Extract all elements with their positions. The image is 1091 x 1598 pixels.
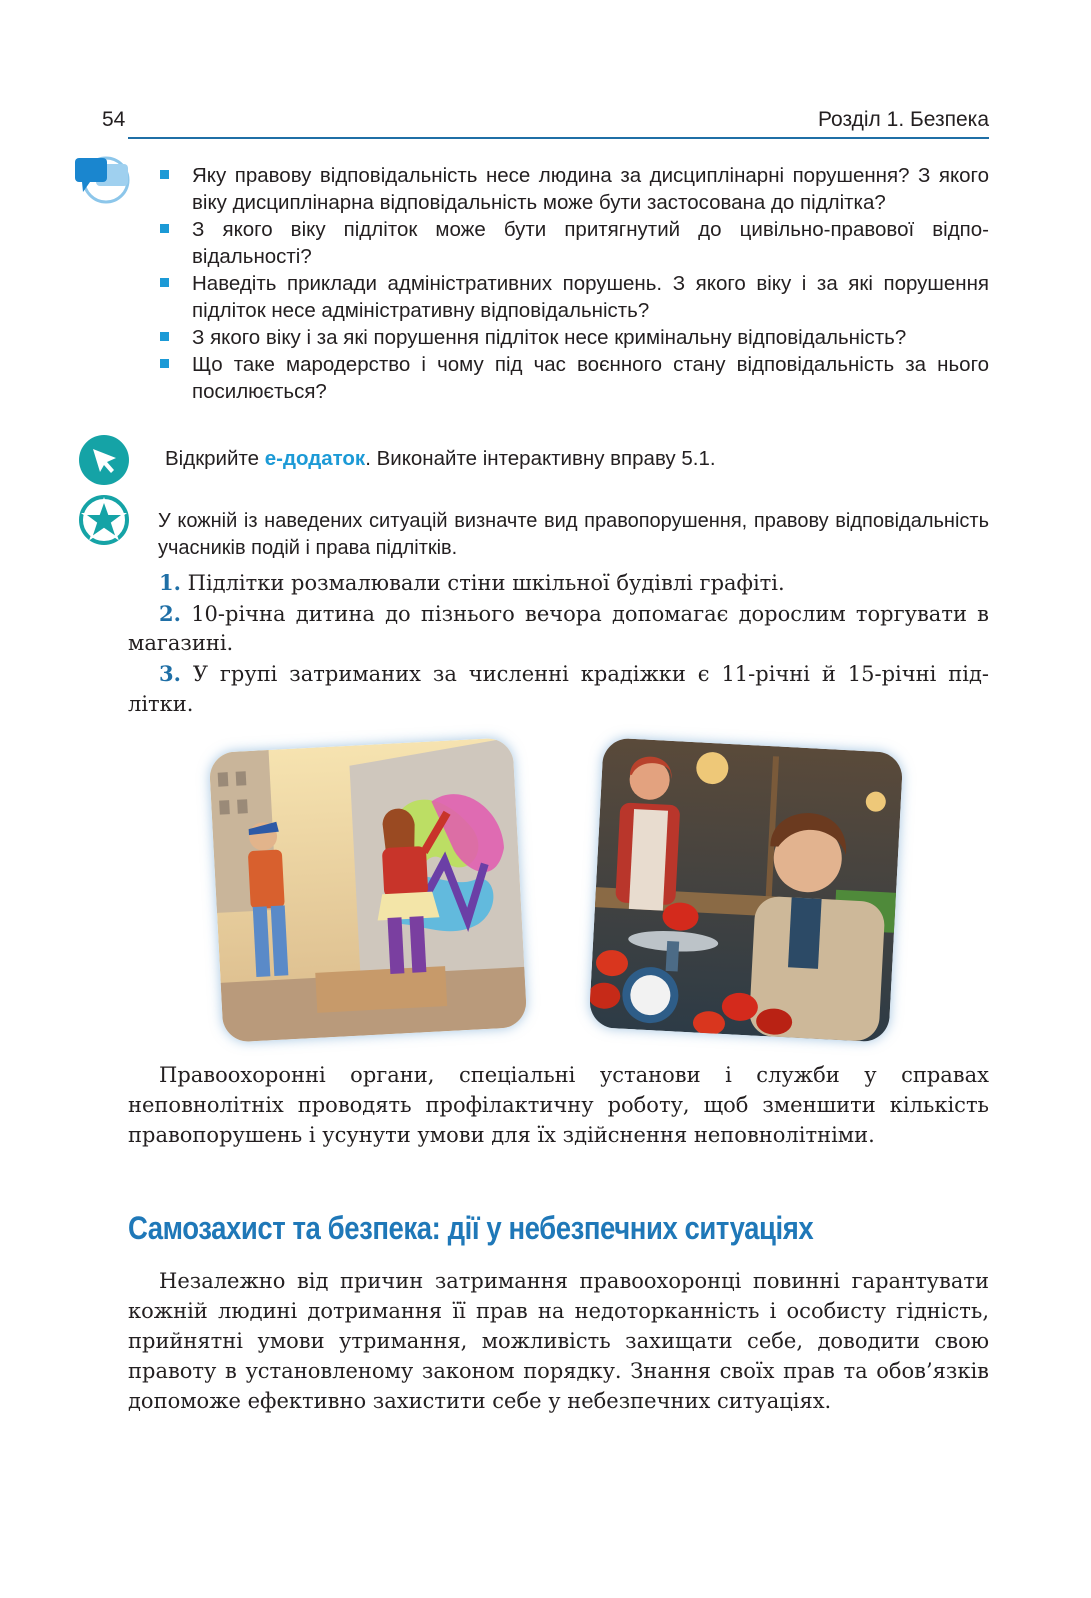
e-addendum-prefix: Відкрийте [165,447,265,470]
prevention-paragraph: Правоохоронні органи, спеціальні установи і служби у справах неповнолітніх проводять профілактичну роботу, щоб зменшити кількість правопорушень і усунути умови для їх здійснення неповнолітніми. [128,1063,989,1147]
task-intro: У кожній із наведених ситуацій визначте вид правопорушення, правову відповідальність учасників подій і права підлітків. [158,510,989,559]
situation-number: 3. [159,661,181,687]
review-questions-list [158,162,989,405]
situation-item [128,599,989,659]
situations-list [128,568,989,720]
graffiti-illustration [209,737,528,1043]
market-illustration [589,737,904,1042]
speech-bubbles-icon [74,152,130,211]
e-addendum-link[interactable]: е-додаток [264,447,366,470]
header-rule [128,137,989,139]
question-item: З якого віку підліток може бути притягнутий до цивільно-правової відповідальності? [158,216,989,270]
situation-item [128,659,989,719]
question-item: З якого віку і за які порушення підліток несе кримінальну відповідальність? [158,324,989,351]
situation-text: Підлітки розмалювали стіни шкільної будівлі графіті. [187,571,785,595]
question-item: Наведіть приклади адміністративних порушень. З якого віку і за які порушення підліток несе адміністративну відповідальність? [158,270,989,324]
situation-number: 1. [159,570,181,595]
situation-text: У групі затриманих за численні крадіжки є 11-річні й 15-річні підлітки. [128,662,989,716]
cursor-arrow-icon[interactable] [78,434,130,491]
e-addendum-line [165,445,716,473]
running-head: Розділ 1. Безпека [817,108,989,131]
question-item: Що таке мародерство і чому під час воєнного стану відповідальність за нього посилюється? [158,351,989,405]
e-addendum-suffix: . Виконайте інтерактивну вправу 5.1. [365,447,716,470]
section-title: Самозахист та безпека: дії у небезпечних ситуаціях [128,1210,814,1246]
situation-item [128,568,989,599]
question-item: Яку правову відповідальність несе людина за дисциплінарні порушення? З якого віку дисциплінарна відповідальність може бути застосована до підлітка? [158,162,989,216]
self-defense-paragraph: Незалежно від причин затримання правоохоронці повинні гарантувати кожній людині дотримання її прав на недоторканність і особисту гідність, прийнятні умови утримання, можливість захищати себе, доводити свою правоту в установленому законом порядку. Знання своїх прав та обов’язків допоможе ефективно захистити себе у небезпечних ситуаціях. [128,1269,989,1413]
situation-text: 10-річна дитина до пізнього вечора допомагає дорослим торгувати в магазині. [128,601,989,656]
situation-number: 2. [159,600,181,626]
page-number: 54 [102,108,126,131]
star-icon [78,494,130,551]
